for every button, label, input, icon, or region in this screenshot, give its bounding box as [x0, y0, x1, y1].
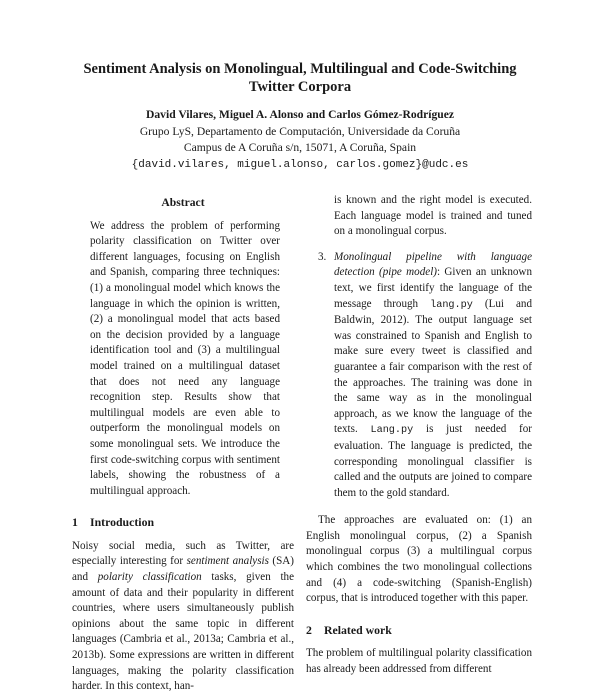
section-title: Introduction — [90, 515, 155, 530]
title-line-2: Twitter Corpora — [248, 79, 352, 95]
introduction-paragraph — [72, 539, 294, 695]
approaches-paragraph: The approaches are evaluated on: (1) an English monolingual corpus, (2) a Spanish monolingual corpus (3) a multilingual corpus which combines the two monolingual collections and (4) a code-switching (Spanish-English) corpus, that is introduced together with this paper. — [306, 514, 532, 605]
list-item-3 — [306, 250, 532, 502]
section-number: 1 — [72, 515, 78, 530]
intro-text-2: (SA) and — [72, 555, 295, 584]
intro-text-3: tasks, given the amount of data and their popularity in different countries, where users simultaneously publish opinions about the same topic in different languages (Cambria et al., 2013a; Cambria et al., 2013b). Some expressions are written in different languages, making the polarity classification harder. In this context, han- — [72, 571, 294, 693]
section-title: Related work — [324, 622, 392, 637]
intro-text-1: Noisy social media, such as Twitter, are especially interesting for — [72, 539, 294, 568]
author-emails: {david.vilares, miguel.alonso, carlos.gomez}@udc.es — [131, 158, 469, 171]
list-item-text-3: is just needed for evaluation. The language is predicted, the corresponding monolingual classifier is called and the outputs are joined to compare them to the gold standard. — [334, 423, 532, 499]
right-column — [306, 193, 532, 678]
author-names: David Vilares, Miguel A. Alonso and Carlos Gómez-Rodríguez — [146, 108, 454, 121]
list-item-text-1: : Given an unknown text, we first identify the language of the message through — [334, 266, 532, 310]
list-item-number: 3. — [318, 250, 327, 263]
related-work-paragraph: The problem of multilingual polarity classification has already been addressed from different — [306, 647, 532, 676]
author-block — [40, 107, 560, 173]
section-heading-introduction — [72, 515, 294, 531]
left-column — [72, 195, 294, 695]
intro-emphasis-2: polarity classification — [97, 571, 202, 584]
title-line-1: Sentiment Analysis on Monolingual, Multilingual and Code-Switching — [83, 61, 517, 77]
affiliation-line-1: Grupo LyS, Departamento de Computación, Universidade da Coruña — [139, 124, 461, 138]
abstract-heading: Abstract — [161, 196, 205, 209]
list-item-text-2: (Lui and Baldwin, 2012). The output language set was constrained to Spanish and English to make sure every tweet is classified and guarantee a fair comparison with the rest of the approaches. The training was done in the same way as in the monolingual approach, as we know the language of the texts. — [334, 297, 533, 436]
list-item-2-continuation: is known and the right model is executed. Each language model is trained and tuned on a monolingual corpus. — [334, 194, 532, 238]
section-number: 2 — [306, 622, 312, 637]
section-heading-related-work — [306, 623, 532, 639]
affiliation-line-2: Campus de A Coruña s/n, 15071, A Coruña, Spain — [183, 141, 417, 154]
paper-title — [60, 60, 540, 96]
list-item-emphasis: Monolingual pipeline with language detection (pipe model) — [334, 250, 532, 279]
intro-emphasis-1: sentiment analysis — [186, 555, 269, 568]
code-lang-py-2: Lang.py — [370, 425, 414, 437]
abstract-text: We address the problem of performing polarity classification on Twitter over different languages, focusing on English and Spanish, comparing three techniques: (1) a monolingual model which knows the language in which the opinion is written, (2) a monolingual model that acts based on the decision provided by a language identification tool and (3) a multilingual model trained on a multilingual dataset that does not need any language recognition step. Results show that multilingual models are even able to outperform the monolingual models on some monolingual sets. We introduce the first code-switching corpus with sentiment labels, showing the robustness of a multilingual approach. — [90, 219, 280, 497]
code-lang-py: lang.py — [430, 299, 473, 311]
